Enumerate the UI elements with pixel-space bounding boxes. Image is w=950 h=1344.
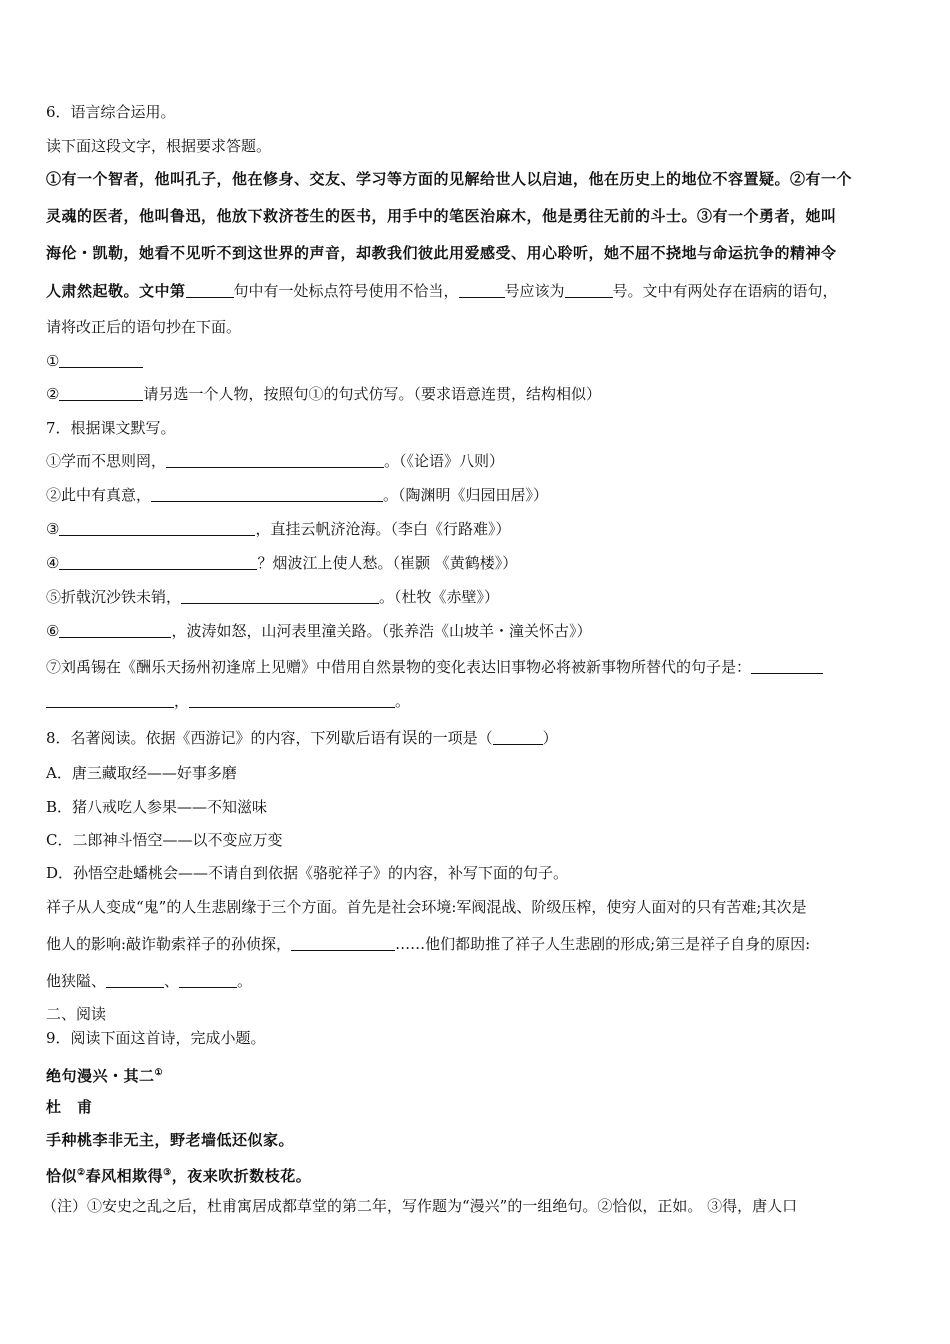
q6-p4-a: 人肃然起敬。文中第 xyxy=(46,282,186,300)
q6-blank-correct-mark[interactable] xyxy=(565,283,613,298)
q9-poem-title xyxy=(46,1063,163,1086)
q7-item-4-post: ？烟波江上使人愁。（崔颢 《黄鹤楼》） xyxy=(257,554,518,572)
q6-blank-sentence-no[interactable] xyxy=(186,283,234,298)
q7-blank-4[interactable] xyxy=(59,555,257,570)
q9-note-mark-3: ③ xyxy=(163,1168,172,1178)
q7-item-7-text: ⑦刘禹锡在《酬乐天扬州初逢席上见赠》中借用自然景物的变化表达旧事物必将被新事物所替代的句子是： xyxy=(46,658,752,676)
q7-item-4-pre: ④ xyxy=(46,554,60,572)
q7-item-1-pre: ①学而不思则罔， xyxy=(46,452,167,470)
q8-extra-line-3 xyxy=(46,971,252,991)
q8-extra-2-b: ……他们都助推了祥子人生悲剧的形成;第三是祥子自身的原因: xyxy=(395,935,811,953)
q9-poem-line-2 xyxy=(46,1163,311,1186)
q9-poem-line-2-b: 春风相欺得 xyxy=(85,1167,164,1185)
q7-item-6-post: ，波涛如怒，山河表里潼关路。（张养浩《山坡羊・潼关怀古》） xyxy=(171,622,592,640)
q7-item-2-pre: ②此中有真意， xyxy=(46,486,152,504)
q8-extra-3-a: 他狭隘、 xyxy=(46,972,107,990)
q8-extra-3-b: 、 xyxy=(164,972,180,990)
q8-blank-trait-1[interactable] xyxy=(106,973,164,988)
q7-item-1-post: 。（《论语》八则） xyxy=(384,452,505,470)
q8-option-c: C．二郎神斗悟空——以不变应万变 xyxy=(46,831,283,849)
q7-title: 7．根据课文默写。 xyxy=(46,419,176,437)
q7-item-1 xyxy=(46,451,504,471)
q9-poem-line-2-a: 恰似 xyxy=(46,1167,78,1185)
q7-blank-2[interactable] xyxy=(151,487,383,502)
q8-title-a: 8．名著阅读。依据《西游记》的内容，下列歇后语 xyxy=(46,729,386,747)
q6-blank-answer-2[interactable] xyxy=(59,386,143,401)
q8-extra-3-c: 。 xyxy=(237,972,253,990)
q7-item-3-pre: ③ xyxy=(46,520,60,538)
q7-blank-7c[interactable] xyxy=(189,693,395,708)
q8-title xyxy=(46,728,558,748)
section-2-title: 二、阅读 xyxy=(46,1005,107,1023)
q6-passage-line-2: 灵魂的医者，他叫鲁迅，他放下救济苍生的医书，用手中的笔医治麻木，他是勇往无前的斗士。③有一个勇者，她叫 xyxy=(46,207,837,225)
q6-p4-b: 句中有一处标点符号使用不恰当， xyxy=(233,282,459,300)
q9-note-mark-2: ② xyxy=(77,1168,86,1178)
q6-p4-d: 号。文中有两处存在语病的语句， xyxy=(612,282,838,300)
q6-blank-wrong-mark[interactable] xyxy=(459,283,505,298)
q7-blank-6[interactable] xyxy=(59,623,171,638)
q6-answer-2-mark: ② xyxy=(46,385,60,403)
q7-item-7-mid: ， xyxy=(174,692,190,710)
q8-blank-trait-2[interactable] xyxy=(179,973,237,988)
q7-item-7-cont xyxy=(46,691,410,711)
q6-passage-line-5: 请将改正后的语句抄在下面。 xyxy=(46,318,242,336)
q6-answer-1 xyxy=(46,351,143,371)
q7-item-6-pre: ⑥ xyxy=(46,622,60,640)
q8-extra-line-1: 祥子从人变成“鬼”的人生悲剧缘于三个方面。首先是社会环境:军阀混战、阶级压榨，使穷人面对的只有苦难;其次是 xyxy=(46,898,807,916)
q9-poem-line-1: 手种桃李非无主，野老墙低还似家。 xyxy=(46,1131,295,1149)
q6-title: 6．语言综合运用。 xyxy=(46,103,176,121)
q9-title: 9．阅读下面这首诗，完成小题。 xyxy=(46,1029,266,1047)
q6-instruction: 读下面这段文字，根据要求答题。 xyxy=(46,137,272,155)
q8-option-d: D．孙悟空赴蟠桃会——不请自到依据《骆驼祥子》的内容，补写下面的句子。 xyxy=(46,864,569,882)
q8-extra-line-2 xyxy=(46,934,810,954)
q8-option-b: B．猪八戒吃人参果——不知滋味 xyxy=(46,798,268,816)
q6-passage-line-3: 海伦・凯勒，她看不见听不到这世界的声音，却教我们彼此用爱感受、用心聆听，她不屈不挠地与命运抗争的精神令 xyxy=(46,244,837,262)
q8-blank-influence[interactable] xyxy=(291,936,395,951)
q7-blank-5[interactable] xyxy=(181,589,379,604)
q7-item-3-post: ，直挂云帆济沧海。（李白《行路难》） xyxy=(255,520,511,538)
q7-item-2-post: 。（陶渊明《归园田居》） xyxy=(383,486,549,504)
q7-item-5 xyxy=(46,587,499,607)
q9-poem-title-text: 绝句漫兴・其二 xyxy=(46,1067,155,1085)
q8-title-c: 的一项是（ xyxy=(417,729,493,747)
q7-item-5-post: 。（杜牧《赤壁》） xyxy=(379,588,500,606)
q7-item-4 xyxy=(46,553,517,573)
q7-item-7-end: 。 xyxy=(395,692,411,710)
q7-item-6 xyxy=(46,621,591,641)
q7-item-7 xyxy=(46,657,823,677)
q6-passage-line-1: ①有一个智者，他叫孔子，他在修身、交友、学习等方面的见解给世人以启迪，他在历史上的地位不容置疑。②有一个 xyxy=(46,170,853,188)
q7-blank-3[interactable] xyxy=(59,521,255,536)
q6-passage-line-4 xyxy=(46,281,838,301)
q8-option-a: A．唐三藏取经——好事多磨 xyxy=(46,764,237,782)
q7-blank-1[interactable] xyxy=(166,453,384,468)
q9-poem-title-note: ① xyxy=(154,1068,164,1078)
q8-title-d: ） xyxy=(542,729,558,747)
q6-answer-2 xyxy=(46,384,601,404)
q7-item-3 xyxy=(46,519,510,539)
q7-item-5-pre: ⑤折戟沉沙铁未销， xyxy=(46,588,182,606)
q6-blank-answer-1[interactable] xyxy=(59,353,143,368)
q8-title-emphasis: 有误 xyxy=(385,728,418,747)
q8-blank-answer[interactable] xyxy=(493,730,543,745)
q7-blank-7a[interactable] xyxy=(751,659,823,674)
q9-author: 杜 甫 xyxy=(46,1098,93,1116)
q7-item-2 xyxy=(46,485,548,505)
q8-extra-2-a: 他人的影响:敲诈勒索祥子的孙侦探， xyxy=(46,935,292,953)
q6-answer-2-tail: 请另选一个人物，按照句①的句式仿写。（要求语意连贯，结构相似） xyxy=(143,385,601,403)
q9-poem-line-2-c: ，夜来吹折数枝花。 xyxy=(171,1167,312,1185)
q7-blank-7b[interactable] xyxy=(46,693,174,708)
q6-answer-1-mark: ① xyxy=(46,352,60,370)
q6-p4-c: 号应该为 xyxy=(504,282,565,300)
q9-notes: （注）①安史之乱之后，杜甫寓居成都草堂的第二年，写作题为“漫兴”的一组绝句。②恰似，正如。 ③得，唐人口 xyxy=(42,1197,798,1215)
